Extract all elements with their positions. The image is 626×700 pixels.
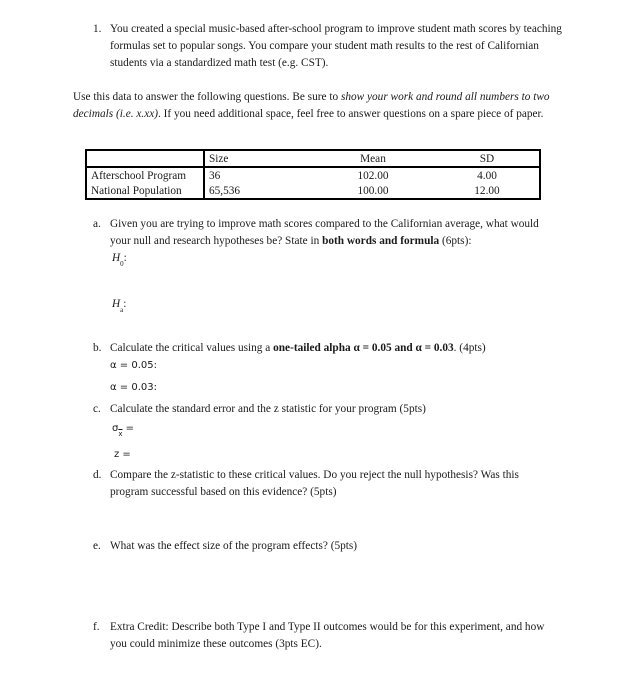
- table-header-cell: [86, 150, 204, 167]
- question-a: [93, 216, 553, 250]
- question-b: [93, 340, 553, 357]
- table-cell: 4.00: [477, 169, 497, 182]
- table-row: [86, 183, 540, 199]
- bold-emphasis: both words and formula: [322, 235, 440, 247]
- table-cell: Afterschool Program: [86, 167, 204, 183]
- question-text: Calculate the standard error and the z statistic for your program (5pts): [110, 403, 426, 415]
- standard-error-label: $\sigma_{\overline{x}}$ =: [112, 423, 135, 438]
- table-header-cell: Size: [204, 150, 311, 167]
- question-text: Compare the z-statistic to these critical values. Do you reject the null hypothesis? Was this program successful based on this evidence? (5pts): [110, 469, 519, 498]
- table-cell: 36: [209, 169, 221, 182]
- data-table: [85, 149, 541, 200]
- table-cell: National Population: [86, 183, 204, 199]
- instructions-part1: Use this data to answer the following questions. Be sure to: [73, 91, 341, 103]
- question-e: [93, 538, 553, 555]
- question-label: b.: [93, 342, 102, 354]
- alpha-005-label: α = 0.05:: [110, 360, 157, 371]
- question-d: [93, 467, 553, 501]
- question-text: Calculate the critical values using a one-tailed alpha α = 0.05 and α = 0.03. (4pts): [110, 342, 486, 354]
- question-text: Extra Credit: Describe both Type I and Type II outcomes would be for this experiment, and how you could minimize these outcomes (3pts EC).: [110, 621, 545, 650]
- question-label: d.: [93, 469, 102, 481]
- question-c: [93, 401, 553, 418]
- instructions-part2: . If you need additional space, feel free to answer questions on a spare piece of paper.: [158, 108, 544, 120]
- table-cell: 102.00: [357, 169, 389, 182]
- instructions-italic: show your work and round all numbers to two decimals (i.e. x.xx): [73, 91, 550, 120]
- table-row: [86, 167, 540, 183]
- bold-emphasis: one-tailed alpha α = 0.05 and α = 0.03: [273, 342, 454, 354]
- question-text: You created a special music-based after-school program to improve student math scores by teaching formulas set to popular songs. You compare your student math results to the rest of Californian students via a standardized math test (e.g. CST).: [110, 23, 562, 69]
- table-cell: 65,536: [209, 184, 241, 197]
- h0-label: $H_0$:: [112, 252, 127, 269]
- table-cell: 100.00: [357, 184, 389, 197]
- question-label: a.: [93, 218, 101, 230]
- question-text: What was the effect size of the program effects? (5pts): [110, 540, 358, 552]
- question-text: Given you are trying to improve math scores compared to the Californian average, what would your null and research hypotheses be? State in both words and formula (6pts):: [110, 218, 539, 247]
- table-cell: 12.00: [474, 184, 500, 197]
- instructions: [73, 89, 563, 123]
- alpha-003-label: α = 0.03:: [110, 382, 157, 393]
- table-header-row: [86, 150, 540, 167]
- table-header-cell: Mean: [311, 150, 435, 167]
- question-1: [93, 21, 563, 72]
- question-label: c.: [93, 403, 101, 415]
- table-header-cell: SD: [435, 150, 540, 167]
- z-statistic-label: z =: [114, 449, 131, 460]
- ha-label: $H_a$:: [112, 298, 127, 315]
- question-label: e.: [93, 540, 101, 552]
- question-number: 1.: [93, 23, 102, 35]
- question-f: [93, 619, 553, 653]
- question-label: f.: [93, 621, 100, 633]
